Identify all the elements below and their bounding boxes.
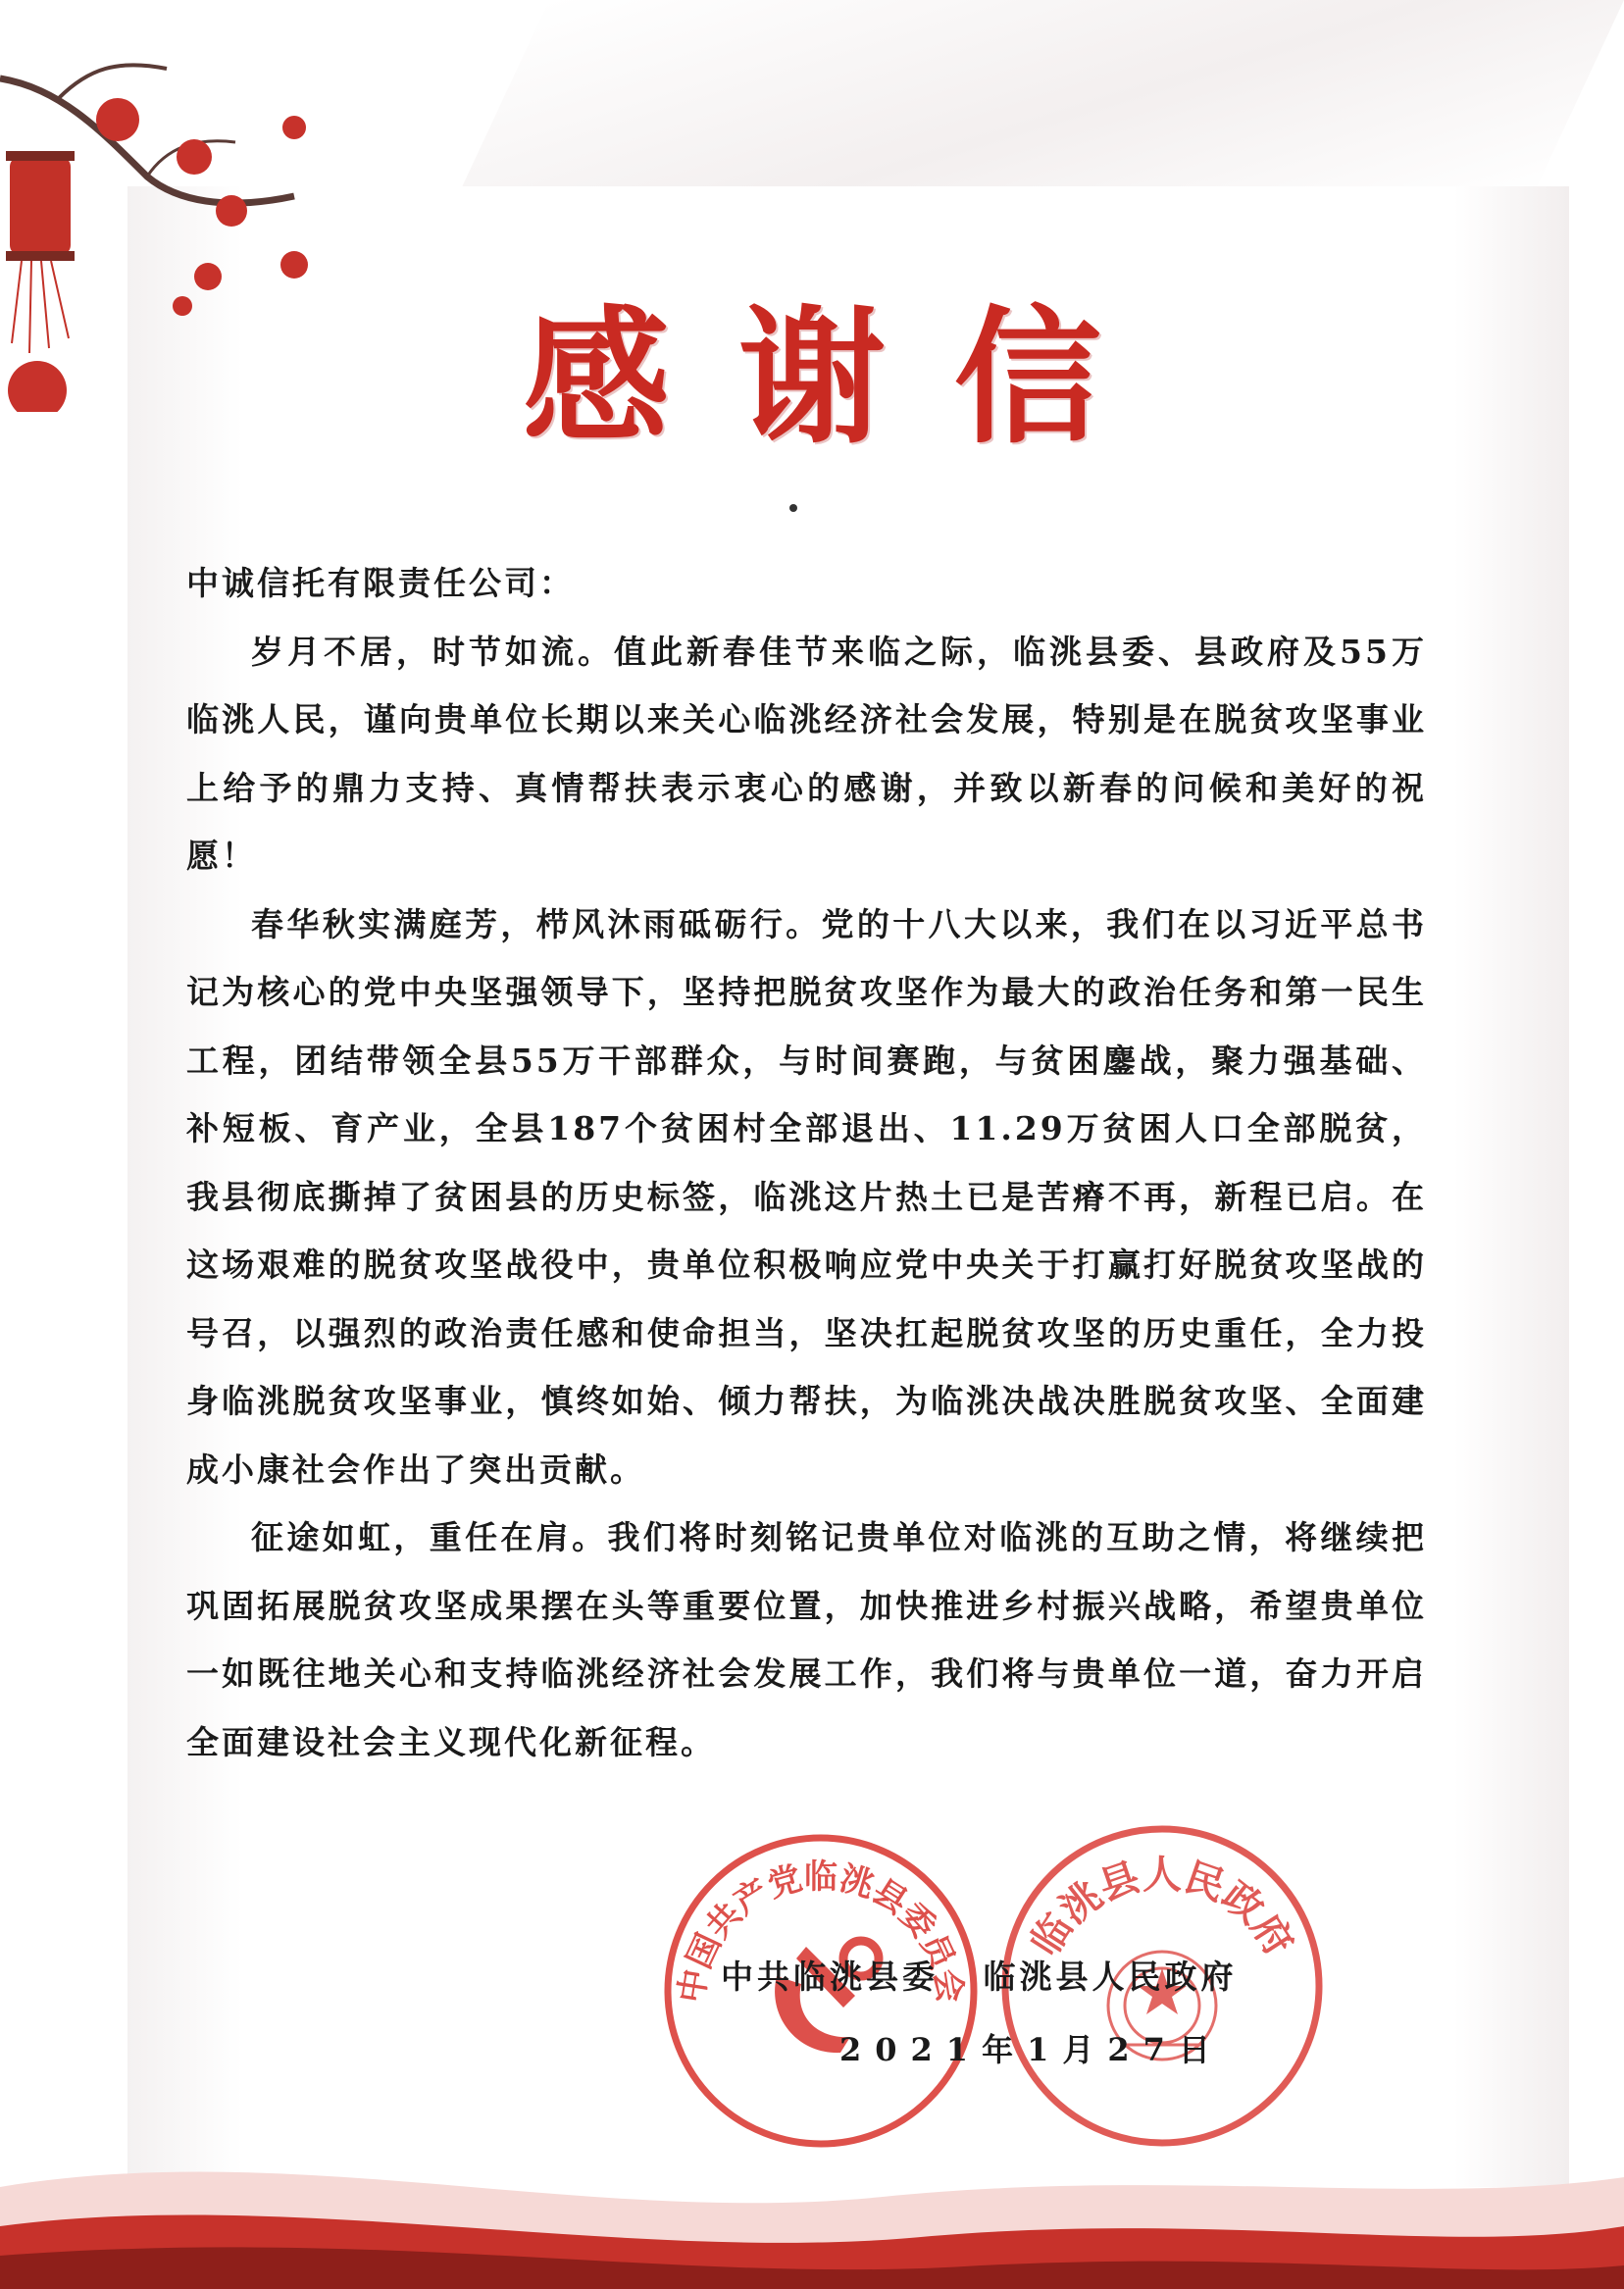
letter-body — [186, 549, 1427, 1776]
letter-date: 2021年1月27日 — [839, 2031, 1224, 2068]
signatory-county-government: 临洮县人民政府 — [983, 1958, 1238, 1996]
letter-paragraph-1: 岁月不居，时节如流。值此新春佳节来临之际，临洮县委、县政府及55万临洮人民，谨向贵单位长期以来关心临洮经济社会发展，特别是在脱贫攻坚事业上给予的鼎力支持、真情帮扶表示衷心的感谢，并致以新春的问候和美好的祝愿！ — [186, 632, 1427, 875]
signatory-party-committee: 中共临洮县委 — [721, 1958, 939, 1996]
gov-seal-text: 临洮县人民政府 — [1022, 1852, 1302, 1964]
party-seal-text: 中国共产党临洮县委员会 — [672, 1857, 970, 2006]
decorative-background-band — [458, 0, 1624, 196]
decorative-dot — [789, 504, 797, 512]
signatories — [721, 1952, 1238, 1998]
letter-title: 感谢信 — [522, 291, 1170, 464]
letter-paragraph-3: 征途如虹，重任在肩。我们将时刻铭记贵单位对临洮的互助之情，将继续把巩固拓展脱贫攻坚成果摆在头等重要位置，加快推进乡村振兴战略，希望贵单位一如既往地关心和支持临洮经济社会发展工作，我们将与贵单位一道，奋力开启全面建设社会主义现代化新征程。 — [186, 1518, 1427, 1761]
letter-salutation: 中诚信托有限责任公司： — [186, 564, 575, 602]
bottom-wave-decoration — [0, 2118, 1624, 2289]
svg-text:临洮县人民政府 — [1022, 1852, 1302, 1963]
letter-paragraph-2: 春华秋实满庭芳，栉风沐雨砥砺行。党的十八大以来，我们在以习近平总书记为核心的党中央坚强领导下，坚持把脱贫攻坚作为最大的政治任务和第一民生工程，团结带领全县55万干部群众，与时间赛跑，与贫困鏖战，聚力强基础、补短板、育产业，全县187个贫困村全部退出、11.29万贫困人口全部脱贫，我县彻底撕掉了贫困县的历史标签，临洮这片热土已是苦瘠不再，新程已启。在这场艰难的脱贫攻坚战役中，贵单位积极响应党中央关于打赢打好脱贫攻坚战的号召，以强烈的政治责任感和使命担当，坚决扛起脱贫攻坚的历史重任，全力投身临洮脱贫攻坚事业，慎终如始、倾力帮扶，为临洮决战决胜脱贫攻坚、全面建成小康社会作出了突出贡献。 — [186, 904, 1427, 1489]
